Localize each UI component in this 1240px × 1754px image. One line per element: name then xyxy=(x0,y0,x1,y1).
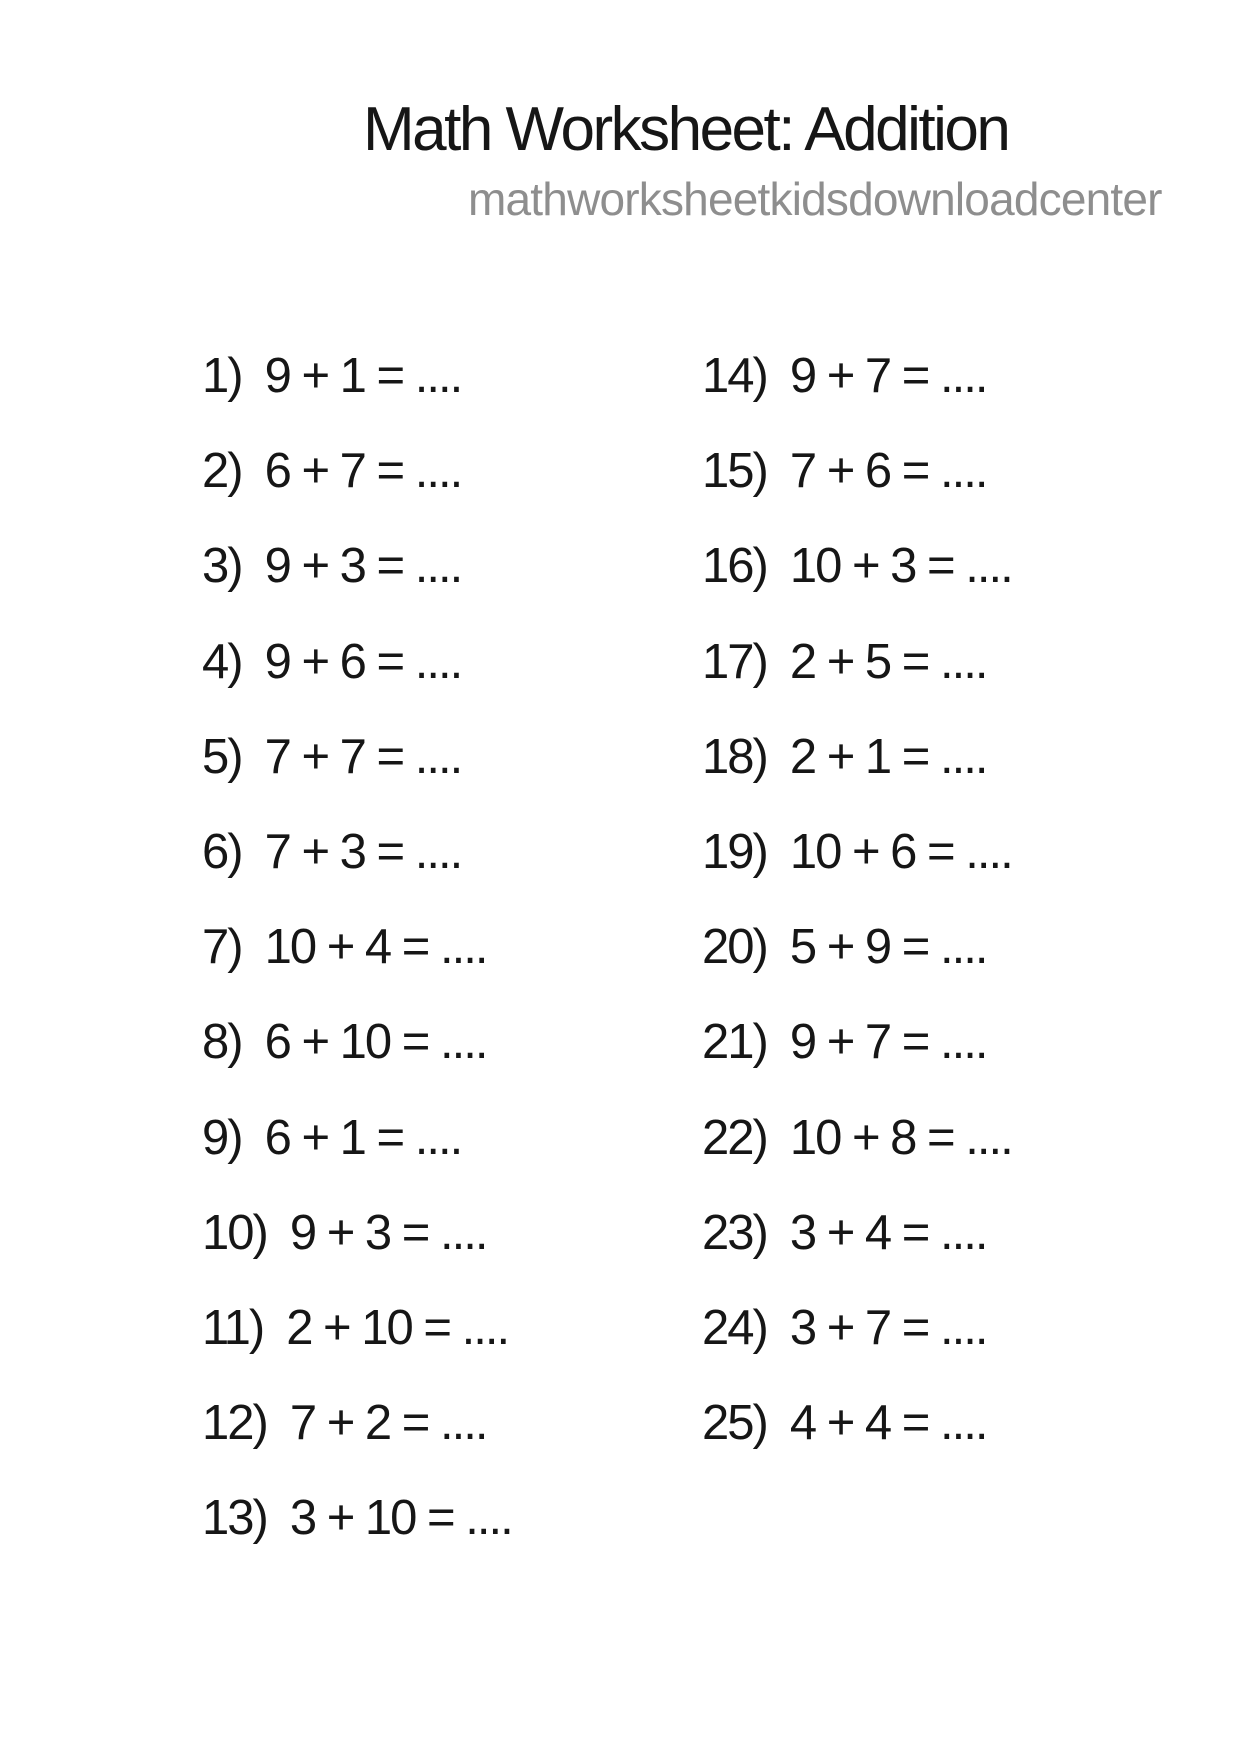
problem-expression: 9 + 7 = .... xyxy=(789,349,987,404)
problem-number: 3) xyxy=(202,539,242,594)
problem-row xyxy=(702,1186,1012,1281)
problem-expression: 10 + 4 = .... xyxy=(264,920,487,975)
problem-number: 22) xyxy=(702,1110,767,1165)
problem-number: 12) xyxy=(202,1396,267,1451)
problem-expression: 6 + 1 = .... xyxy=(264,1110,462,1165)
problem-expression: 10 + 3 = .... xyxy=(789,539,1012,594)
problem-expression: 9 + 7 = .... xyxy=(789,1015,987,1070)
problem-expression: 2 + 1 = .... xyxy=(789,729,987,784)
problem-number: 20) xyxy=(702,920,767,975)
problem-number: 21) xyxy=(702,1015,767,1070)
problem-row xyxy=(702,900,1012,995)
problem-number: 6) xyxy=(202,825,242,880)
problem-number: 8) xyxy=(202,1015,242,1070)
problems-column-right xyxy=(702,329,1012,1471)
problem-expression: 10 + 8 = .... xyxy=(789,1110,1012,1165)
problem-number: 5) xyxy=(202,729,242,784)
problem-row xyxy=(702,1091,1012,1186)
problem-row xyxy=(202,1376,512,1471)
problem-expression: 7 + 2 = .... xyxy=(289,1396,487,1451)
problem-row xyxy=(202,1471,512,1566)
problem-expression: 9 + 6 = .... xyxy=(264,634,462,689)
problem-row xyxy=(202,900,512,995)
problem-expression: 9 + 3 = .... xyxy=(264,539,462,594)
problem-number: 11) xyxy=(202,1300,264,1355)
problem-expression: 5 + 9 = .... xyxy=(789,920,987,975)
problem-number: 25) xyxy=(702,1396,767,1451)
problem-row xyxy=(702,805,1012,900)
problem-row xyxy=(702,1376,1012,1471)
problem-expression: 9 + 3 = .... xyxy=(289,1205,487,1260)
problem-expression: 7 + 3 = .... xyxy=(264,825,462,880)
problem-row xyxy=(202,1281,512,1376)
problem-row xyxy=(702,710,1012,805)
problem-row xyxy=(202,995,512,1090)
problem-row xyxy=(202,710,512,805)
problem-row xyxy=(702,519,1012,614)
problem-expression: 7 + 7 = .... xyxy=(264,729,462,784)
problem-row xyxy=(202,424,512,519)
problem-row xyxy=(202,1091,512,1186)
problem-number: 23) xyxy=(702,1205,767,1260)
problem-row xyxy=(702,1281,1012,1376)
problem-row xyxy=(202,329,512,424)
problem-expression: 10 + 6 = .... xyxy=(789,825,1012,880)
problem-number: 14) xyxy=(702,349,767,404)
problem-expression: 6 + 10 = .... xyxy=(264,1015,487,1070)
problem-number: 17) xyxy=(702,634,767,689)
problem-number: 1) xyxy=(202,349,242,404)
problem-row xyxy=(202,615,512,710)
problem-number: 7) xyxy=(202,920,242,975)
problem-expression: 3 + 7 = .... xyxy=(789,1300,987,1355)
problem-number: 10) xyxy=(202,1205,267,1260)
problems-column-left xyxy=(202,329,512,1566)
problem-row xyxy=(202,805,512,900)
problem-expression: 3 + 4 = .... xyxy=(789,1205,987,1260)
problem-number: 16) xyxy=(702,539,767,594)
problem-number: 13) xyxy=(202,1491,267,1546)
problem-row xyxy=(702,615,1012,710)
problem-expression: 4 + 4 = .... xyxy=(789,1396,987,1451)
problem-row xyxy=(702,995,1012,1090)
problem-expression: 9 + 1 = .... xyxy=(264,349,462,404)
problem-number: 19) xyxy=(702,825,767,880)
problem-number: 4) xyxy=(202,634,242,689)
problem-number: 2) xyxy=(202,444,242,499)
problem-row xyxy=(202,519,512,614)
problem-row xyxy=(202,1186,512,1281)
problem-expression: 6 + 7 = .... xyxy=(264,444,462,499)
problem-number: 24) xyxy=(702,1300,767,1355)
problem-row xyxy=(702,329,1012,424)
problem-expression: 2 + 5 = .... xyxy=(789,634,987,689)
worksheet-subtitle: mathworksheetkidsdownloadcenter xyxy=(468,173,1162,225)
worksheet-title: Math Worksheet: Addition xyxy=(363,95,1009,164)
problem-expression: 7 + 6 = .... xyxy=(789,444,987,499)
problem-number: 9) xyxy=(202,1110,242,1165)
problem-number: 18) xyxy=(702,729,767,784)
problem-expression: 2 + 10 = .... xyxy=(286,1300,509,1355)
problem-row xyxy=(702,424,1012,519)
problem-expression: 3 + 10 = .... xyxy=(289,1491,512,1546)
problem-number: 15) xyxy=(702,444,767,499)
